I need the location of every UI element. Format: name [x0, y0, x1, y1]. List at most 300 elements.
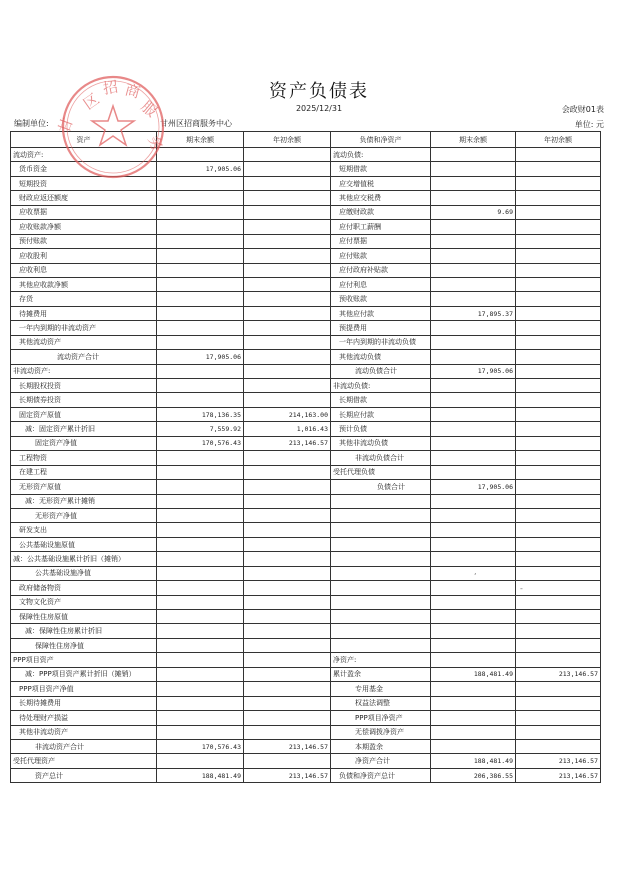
asset-begin-value	[244, 379, 331, 393]
liability-begin-value	[516, 393, 601, 407]
svg-text:务: 务	[144, 133, 167, 154]
liability-end-value	[431, 725, 516, 739]
liability-end-value	[431, 696, 516, 710]
table-row	[11, 364, 601, 378]
asset-end-value	[157, 595, 244, 609]
liability-end-value: 17,895.37	[431, 306, 516, 320]
asset-label: 应收股利	[11, 249, 157, 263]
asset-begin-value	[244, 465, 331, 479]
asset-label: 受托代理资产	[11, 754, 157, 768]
table-row	[11, 739, 601, 753]
asset-label: 待处理财产损溢	[11, 711, 157, 725]
liability-end-value	[431, 148, 516, 162]
liability-begin-value	[516, 566, 601, 580]
asset-end-value	[157, 711, 244, 725]
header-asset-begin: 年初余额	[244, 132, 331, 148]
asset-label: 资产总计	[11, 768, 157, 782]
liability-label: 其他非流动负债	[331, 436, 431, 450]
asset-end-value: 178,136.35	[157, 407, 244, 421]
asset-label: 减：PPP项目资产累计折旧（摊销）	[11, 667, 157, 681]
asset-label: 一年内到期的非流动资产	[11, 321, 157, 335]
asset-end-value	[157, 638, 244, 652]
liability-label: 其他应付款	[331, 306, 431, 320]
liability-label: 预计负债	[331, 422, 431, 436]
asset-end-value	[157, 191, 244, 205]
table-row	[11, 148, 601, 162]
asset-label: 其他流动资产	[11, 335, 157, 349]
liability-end-value	[431, 335, 516, 349]
liability-begin-value	[516, 407, 601, 421]
asset-begin-value	[244, 696, 331, 710]
asset-label: 固定资产净值	[11, 436, 157, 450]
asset-label: 流动资产合计	[11, 350, 157, 364]
asset-label: PPP项目资产	[11, 653, 157, 667]
liability-label: 其他应交税费	[331, 191, 431, 205]
table-row	[11, 306, 601, 320]
asset-label: 非流动资产:	[11, 364, 157, 378]
liability-begin-value	[516, 696, 601, 710]
liability-label	[331, 610, 431, 624]
liability-begin-value	[516, 581, 601, 595]
liability-begin-value	[516, 306, 601, 320]
liability-end-value	[431, 653, 516, 667]
asset-begin-value	[244, 321, 331, 335]
asset-end-value	[157, 465, 244, 479]
liability-label: 本期盈余	[331, 739, 431, 753]
asset-begin-value	[244, 234, 331, 248]
table-row	[11, 581, 601, 595]
liability-end-value	[431, 581, 516, 595]
liability-label	[331, 552, 431, 566]
liability-label: 非流动负债合计	[331, 451, 431, 465]
table-row	[11, 595, 601, 609]
liability-end-value	[431, 407, 516, 421]
liability-label: 应付职工薪酬	[331, 220, 431, 234]
asset-label: 无形资产原值	[11, 480, 157, 494]
table-row	[11, 480, 601, 494]
table-row	[11, 696, 601, 710]
org-name: 甘州区招商服务中心	[160, 119, 232, 128]
liability-label: 负债合计	[331, 480, 431, 494]
asset-end-value	[157, 335, 244, 349]
table-row	[11, 494, 601, 508]
asset-label: 货币资金	[11, 162, 157, 176]
asset-label: 研发支出	[11, 523, 157, 537]
liability-label: PPP项目净资产	[331, 711, 431, 725]
asset-begin-value	[244, 653, 331, 667]
liability-label: 负债和净资产总计	[331, 768, 431, 782]
asset-begin-value	[244, 277, 331, 291]
asset-begin-value	[244, 566, 331, 580]
asset-label: 公共基础设施净值	[11, 566, 157, 580]
liability-end-value	[431, 191, 516, 205]
table-row	[11, 335, 601, 349]
liability-label: 净资产合计	[331, 754, 431, 768]
liability-end-value	[431, 234, 516, 248]
header-liability-begin: 年初余额	[516, 132, 601, 148]
table-row	[11, 277, 601, 291]
liability-end-value: 188,481.49	[431, 667, 516, 681]
asset-label: 应收票据	[11, 205, 157, 219]
liability-begin-value	[516, 176, 601, 190]
asset-begin-value	[244, 610, 331, 624]
asset-label: 在建工程	[11, 465, 157, 479]
asset-label: PPP项目资产净值	[11, 682, 157, 696]
table-row	[11, 436, 601, 450]
liability-label: 累计盈余	[331, 667, 431, 681]
asset-end-value	[157, 321, 244, 335]
form-number: 会政财01表	[561, 105, 604, 114]
table-row	[11, 682, 601, 696]
liability-begin-value	[516, 148, 601, 162]
liability-label: 应付政府补贴款	[331, 263, 431, 277]
liability-label	[331, 494, 431, 508]
asset-end-value	[157, 263, 244, 277]
asset-end-value	[157, 566, 244, 580]
liability-end-value: 206,386.55	[431, 768, 516, 782]
asset-begin-value	[244, 335, 331, 349]
liability-end-value	[431, 465, 516, 479]
asset-end-value: 188,481.49	[157, 768, 244, 782]
asset-end-value	[157, 624, 244, 638]
liability-end-value: 17,905.06	[431, 480, 516, 494]
liability-label: 无偿调拨净资产	[331, 725, 431, 739]
header-liability-end: 期末余额	[431, 132, 516, 148]
liability-label: 长期借款	[331, 393, 431, 407]
liability-begin-value	[516, 191, 601, 205]
table-row	[11, 624, 601, 638]
table-row	[11, 725, 601, 739]
asset-begin-value	[244, 263, 331, 277]
liability-begin-value	[516, 494, 601, 508]
asset-label: 待摊费用	[11, 306, 157, 320]
liability-end-value: 17,905.06	[431, 364, 516, 378]
liability-begin-value: 213,146.57	[516, 667, 601, 681]
liability-end-value	[431, 610, 516, 624]
liability-end-value	[431, 249, 516, 263]
liability-begin-value: 213,146.57	[516, 754, 601, 768]
table-row	[11, 523, 601, 537]
svg-text:区: 区	[79, 89, 103, 114]
liability-label: 权益法调整	[331, 696, 431, 710]
asset-end-value	[157, 537, 244, 551]
asset-label: 无形资产净值	[11, 508, 157, 522]
liability-end-value	[431, 739, 516, 753]
asset-end-value: 170,576.43	[157, 739, 244, 753]
asset-begin-value	[244, 220, 331, 234]
liability-label: 应付利息	[331, 277, 431, 291]
liability-end-value	[431, 711, 516, 725]
liability-label: 预收账款	[331, 292, 431, 306]
liability-label	[331, 581, 431, 595]
liability-end-value	[431, 566, 516, 580]
liability-begin-value	[516, 205, 601, 219]
liability-end-value	[431, 451, 516, 465]
table-row	[11, 379, 601, 393]
asset-end-value	[157, 581, 244, 595]
liability-end-value: 9.69	[431, 205, 516, 219]
liability-begin-value	[516, 263, 601, 277]
liability-label: 流动负债合计	[331, 364, 431, 378]
liability-begin-value	[516, 552, 601, 566]
asset-end-value	[157, 306, 244, 320]
liability-begin-value	[516, 523, 601, 537]
asset-label: 其他非流动资产	[11, 725, 157, 739]
liability-begin-value	[516, 480, 601, 494]
liability-begin-value	[516, 595, 601, 609]
report-title: 资产负债表	[269, 81, 369, 102]
liability-end-value: 188,481.49	[431, 754, 516, 768]
liability-begin-value	[516, 220, 601, 234]
liability-label: 流动负债:	[331, 148, 431, 162]
asset-label: 非流动资产合计	[11, 739, 157, 753]
table-row	[11, 205, 601, 219]
liability-label: 长期应付款	[331, 407, 431, 421]
asset-begin-value: 213,146.57	[244, 739, 331, 753]
asset-end-value	[157, 249, 244, 263]
liability-end-value	[431, 624, 516, 638]
table-row	[11, 422, 601, 436]
asset-end-value	[157, 494, 244, 508]
liability-end-value	[431, 638, 516, 652]
liability-begin-value	[516, 162, 601, 176]
asset-end-value	[157, 508, 244, 522]
liability-begin-value	[516, 624, 601, 638]
asset-end-value	[157, 451, 244, 465]
asset-begin-value	[244, 249, 331, 263]
liability-begin-value	[516, 682, 601, 696]
table-row	[11, 263, 601, 277]
table-row	[11, 552, 601, 566]
liability-begin-value	[516, 249, 601, 263]
asset-label: 保障性住房净值	[11, 638, 157, 652]
table-row	[11, 249, 601, 263]
liability-label: 专用基金	[331, 682, 431, 696]
liability-end-value	[431, 422, 516, 436]
asset-begin-value	[244, 480, 331, 494]
liability-end-value	[431, 595, 516, 609]
asset-end-value	[157, 523, 244, 537]
table-row	[11, 234, 601, 248]
asset-label: 公共基础设施原值	[11, 537, 157, 551]
liability-begin-value	[516, 422, 601, 436]
header-asset-end: 期末余额	[157, 132, 244, 148]
asset-label: 工程物资	[11, 451, 157, 465]
asset-end-value: 7,559.92	[157, 422, 244, 436]
table-row	[11, 407, 601, 421]
liability-begin-value: 213,146.57	[516, 768, 601, 782]
asset-begin-value: 213,146.57	[244, 436, 331, 450]
stray-mark: -	[520, 584, 523, 593]
liability-begin-value	[516, 653, 601, 667]
table-header-row	[11, 132, 601, 148]
asset-begin-value	[244, 148, 331, 162]
liability-label: 一年内到期的非流动负债	[331, 335, 431, 349]
table-row	[11, 638, 601, 652]
liability-end-value	[431, 176, 516, 190]
asset-begin-value	[244, 711, 331, 725]
asset-begin-value	[244, 350, 331, 364]
asset-end-value	[157, 653, 244, 667]
liability-label: 受托代理负债	[331, 465, 431, 479]
liability-label	[331, 638, 431, 652]
stray-mark: ,	[474, 567, 477, 576]
liability-end-value	[431, 552, 516, 566]
asset-begin-value	[244, 191, 331, 205]
asset-begin-value	[244, 364, 331, 378]
liability-end-value	[431, 379, 516, 393]
asset-label: 存货	[11, 292, 157, 306]
liability-begin-value	[516, 739, 601, 753]
liability-end-value	[431, 494, 516, 508]
asset-label: 固定资产原值	[11, 407, 157, 421]
liability-end-value	[431, 537, 516, 551]
asset-end-value: 17,905.06	[157, 350, 244, 364]
asset-end-value	[157, 480, 244, 494]
asset-label: 减：保障性住房累计折旧	[11, 624, 157, 638]
liability-end-value	[431, 682, 516, 696]
liability-end-value	[431, 292, 516, 306]
liability-begin-value	[516, 436, 601, 450]
asset-end-value	[157, 667, 244, 681]
table-row	[11, 465, 601, 479]
asset-end-value	[157, 610, 244, 624]
asset-begin-value	[244, 667, 331, 681]
asset-begin-value	[244, 306, 331, 320]
asset-label: 减：公共基础设施累计折旧（摊销）	[11, 552, 157, 566]
svg-text:招: 招	[101, 77, 120, 98]
asset-begin-value	[244, 682, 331, 696]
asset-label: 应收利息	[11, 263, 157, 277]
asset-end-value: 170,576.43	[157, 436, 244, 450]
header-asset: 资产	[11, 132, 157, 148]
liability-label: 预提费用	[331, 321, 431, 335]
asset-begin-value	[244, 162, 331, 176]
liability-begin-value	[516, 292, 601, 306]
asset-end-value: 17,905.06	[157, 162, 244, 176]
asset-label: 长期股权投资	[11, 379, 157, 393]
asset-begin-value	[244, 595, 331, 609]
asset-begin-value: 213,146.57	[244, 768, 331, 782]
asset-begin-value	[244, 754, 331, 768]
liability-label	[331, 624, 431, 638]
asset-begin-value	[244, 176, 331, 190]
table-row	[11, 711, 601, 725]
liability-end-value	[431, 162, 516, 176]
asset-begin-value: 214,163.00	[244, 407, 331, 421]
liability-begin-value	[516, 451, 601, 465]
liability-end-value	[431, 350, 516, 364]
liability-begin-value	[516, 321, 601, 335]
header-liability: 负债和净资产	[331, 132, 431, 148]
asset-label: 减：固定资产累计折旧	[11, 422, 157, 436]
asset-label: 流动资产:	[11, 148, 157, 162]
asset-end-value	[157, 176, 244, 190]
liability-label: 应付账款	[331, 249, 431, 263]
liability-label	[331, 595, 431, 609]
asset-end-value	[157, 682, 244, 696]
asset-begin-value	[244, 581, 331, 595]
liability-label: 其他流动负债	[331, 350, 431, 364]
liability-label: 净资产:	[331, 653, 431, 667]
table-row	[11, 220, 601, 234]
asset-label: 减：无形资产累计摊销	[11, 494, 157, 508]
liability-label	[331, 566, 431, 580]
liability-begin-value	[516, 508, 601, 522]
asset-begin-value	[244, 393, 331, 407]
asset-label: 财政应返还额度	[11, 191, 157, 205]
balance-sheet-table	[10, 131, 601, 783]
table-row	[11, 321, 601, 335]
asset-begin-value	[244, 451, 331, 465]
liability-end-value	[431, 220, 516, 234]
liability-end-value	[431, 523, 516, 537]
asset-begin-value: 1,016.43	[244, 422, 331, 436]
asset-begin-value	[244, 494, 331, 508]
table-row	[11, 176, 601, 190]
liability-end-value	[431, 321, 516, 335]
table-row	[11, 451, 601, 465]
asset-label: 长期债券投资	[11, 393, 157, 407]
liability-end-value	[431, 263, 516, 277]
table-row	[11, 537, 601, 551]
asset-end-value	[157, 220, 244, 234]
table-row	[11, 191, 601, 205]
table-row	[11, 610, 601, 624]
liability-label: 短期借款	[331, 162, 431, 176]
asset-label: 应收账款净额	[11, 220, 157, 234]
asset-label: 保障性住房原值	[11, 610, 157, 624]
asset-begin-value	[244, 638, 331, 652]
table-row	[11, 350, 601, 364]
asset-end-value	[157, 696, 244, 710]
asset-end-value	[157, 205, 244, 219]
asset-begin-value	[244, 725, 331, 739]
asset-label: 预付账款	[11, 234, 157, 248]
liability-label	[331, 523, 431, 537]
liability-begin-value	[516, 335, 601, 349]
liability-begin-value	[516, 711, 601, 725]
asset-label: 短期投资	[11, 176, 157, 190]
asset-begin-value	[244, 205, 331, 219]
asset-begin-value	[244, 537, 331, 551]
svg-text:服: 服	[137, 97, 161, 121]
svg-text:商: 商	[122, 80, 143, 102]
liability-label: 非流动负债:	[331, 379, 431, 393]
asset-label: 其他应收款净额	[11, 277, 157, 291]
asset-end-value	[157, 364, 244, 378]
liability-end-value	[431, 436, 516, 450]
liability-begin-value	[516, 638, 601, 652]
liability-begin-value	[516, 234, 601, 248]
table-row	[11, 162, 601, 176]
liability-label: 应付票据	[331, 234, 431, 248]
unit-label: 单位: 元	[574, 120, 604, 129]
org-label: 编制单位:	[14, 119, 49, 128]
table-row	[11, 566, 601, 580]
liability-end-value	[431, 508, 516, 522]
liability-end-value	[431, 393, 516, 407]
liability-begin-value	[516, 379, 601, 393]
asset-label: 文物文化资产	[11, 595, 157, 609]
table-row	[11, 667, 601, 681]
table-row	[11, 653, 601, 667]
table-row	[11, 393, 601, 407]
asset-end-value	[157, 277, 244, 291]
asset-end-value	[157, 292, 244, 306]
table-row	[11, 754, 601, 768]
asset-label: 长期待摊费用	[11, 696, 157, 710]
